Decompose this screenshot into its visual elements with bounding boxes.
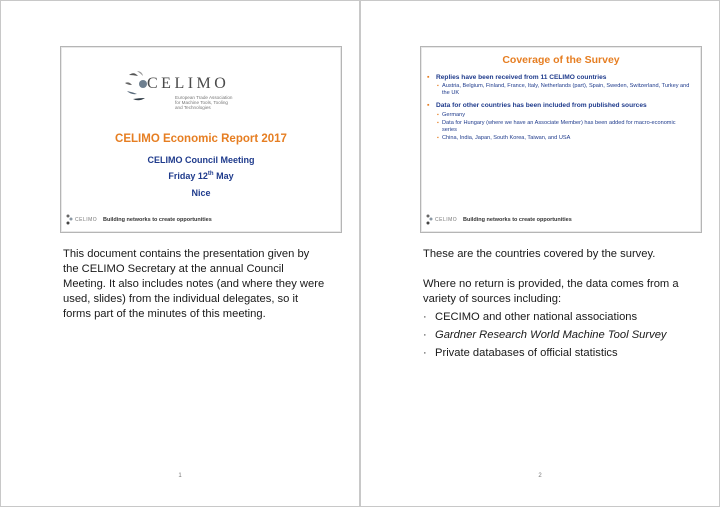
sub-bullet-text: Austria, Belgium, Finland, France, Italy, Netherlands (part), Spain, Sweden, Switzerland, Turkey and the UK — [442, 83, 690, 97]
footer-logo — [425, 213, 458, 227]
footer-swirl-icon — [65, 213, 75, 227]
bullet-marker-icon: · — [423, 347, 427, 359]
sub-bullet-marker-icon: ▪ — [437, 83, 439, 90]
bullet-item — [427, 74, 691, 82]
sub-bullet-item — [437, 112, 691, 119]
bullet-item — [427, 102, 691, 110]
logo-subtitle-line: European Trade Association — [175, 95, 233, 100]
sub-bullet-marker-icon: ▪ — [437, 111, 439, 118]
sub-bullet-text: Data for Hungary (where we have an Associate Member) has been added for macro-economic series — [442, 119, 676, 133]
sub-bullet-item — [437, 83, 691, 97]
footer-logo — [65, 213, 98, 227]
list-item-text: Private databases of official statistics — [435, 347, 618, 359]
logo-subtitle-line: for Machine Tools, Tooling — [175, 100, 228, 106]
bullet-marker-icon: ▪ — [427, 102, 430, 110]
date-prefix: Friday 12 — [168, 171, 208, 181]
sub-bullet-marker-icon: ▪ — [437, 119, 439, 126]
sub-bullet-text: China, India, Japan, South Korea, Taiwan, and USA — [442, 134, 571, 141]
report-title: CELIMO Economic Report 2017 — [115, 133, 287, 145]
slide-footer — [425, 212, 697, 228]
notes-paragraph: Where no return is provided, the data comes from a variety of sources including: — [423, 278, 679, 305]
page-number: 1 — [178, 473, 182, 479]
date-suffix: May — [213, 171, 234, 181]
bullet-list — [427, 71, 691, 142]
sub-bullet-item — [437, 135, 691, 142]
sub-bullet-marker-icon: ▪ — [437, 134, 439, 141]
slide-title — [60, 46, 342, 233]
meeting-location: Nice — [191, 188, 211, 198]
celimo-logo — [123, 69, 253, 129]
bullet-text: Data for other countries has been included from published sources — [436, 102, 647, 110]
sub-bullet-text: Germany — [442, 111, 466, 118]
meeting-title: CELIMO Council Meeting — [147, 155, 255, 165]
slide-coverage — [420, 46, 702, 233]
notes-text — [423, 247, 693, 361]
footer-tagline: Building networks to create opportunities — [463, 217, 572, 223]
notes-paragraph: These are the countries covered by the survey. — [423, 248, 656, 260]
slide-title: Coverage of the Survey — [502, 54, 620, 66]
bullet-text: Replies have been received from 11 CELIMO countries — [436, 74, 607, 81]
list-item-text: CECIMO and other national associations — [435, 311, 638, 323]
footer-logo-text: CELIMO — [435, 217, 458, 223]
page-2 — [360, 0, 720, 507]
date-sup: th — [207, 171, 214, 177]
page-1 — [0, 0, 360, 507]
page-number: 2 — [538, 473, 542, 479]
footer-tagline: Building networks to create opportunities — [103, 217, 212, 223]
sub-bullet-item — [437, 120, 691, 134]
meeting-date — [61, 171, 341, 181]
logo-subtitle — [175, 95, 245, 111]
logo-wordmark: CELIMO — [147, 75, 230, 92]
list-item — [423, 328, 693, 343]
list-item — [423, 310, 693, 325]
notes-text: This document contains the presentation given by the CELIMO Secretary at the annual Council Meeting. It also includes notes (and where they were used, slides) from the individual delegates, so it forms part of the minutes of this meeting. — [63, 248, 325, 320]
slide-footer — [65, 212, 337, 228]
bullet-marker-icon: ▪ — [427, 74, 430, 81]
bullet-marker-icon: · — [423, 311, 427, 323]
footer-swirl-icon — [425, 213, 435, 227]
footer-logo-text: CELIMO — [75, 217, 98, 223]
list-item — [423, 346, 693, 361]
bullet-marker-icon: · — [423, 329, 427, 341]
logo-subtitle-line: and Technologies — [175, 105, 211, 111]
list-item-text: Gardner Research World Machine Tool Survey — [435, 329, 667, 341]
